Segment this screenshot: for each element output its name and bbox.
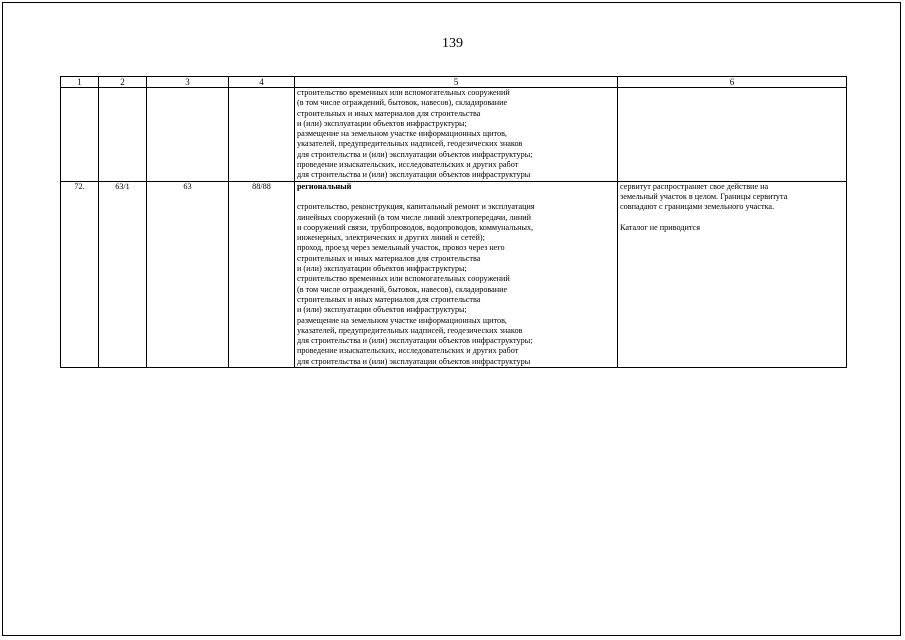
purpose-line: и сооружений связи, трубопроводов, водопроводов, коммунальных, xyxy=(297,222,534,232)
purpose-line: указателей, предупредительных надписей, геодезических знаков xyxy=(297,139,523,149)
notes-line: земельный участок в целом. Границы сервитута xyxy=(620,191,788,201)
purpose-line: для строительства и (или) эксплуатации объектов инфраструктуры; xyxy=(297,149,533,159)
purpose-line: проведение изыскательских, исследовательских и других работ xyxy=(297,346,519,356)
servitude-table xyxy=(60,76,847,368)
cell-number: 72. xyxy=(61,181,99,367)
header-row xyxy=(61,77,847,88)
purpose-line: размещение на земельном участке информационных щитов, xyxy=(297,129,507,139)
purpose-line: строительство временных или вспомогательных сооружений xyxy=(297,88,510,97)
purpose-line: и (или) эксплуатации объектов инфраструктуры; xyxy=(297,264,467,274)
purpose-line: строительных и иных материалов для строительства xyxy=(297,294,481,304)
cell-purpose xyxy=(295,181,618,367)
cell-notes xyxy=(618,181,847,367)
header-col-4: 4 xyxy=(229,77,295,88)
cell-col-2 xyxy=(99,88,147,182)
purpose-line: для строительства и (или) эксплуатации объектов инфраструктуры; xyxy=(297,336,533,346)
spacer xyxy=(297,192,615,202)
purpose-line: строительных и иных материалов для строительства xyxy=(297,108,481,118)
purpose-line: и (или) эксплуатации объектов инфраструктуры; xyxy=(297,118,467,128)
cell-col-3: 63 xyxy=(147,181,229,367)
cell-purpose xyxy=(295,88,618,182)
purpose-line: и (или) эксплуатации объектов инфраструктуры; xyxy=(297,305,467,315)
servitude-type-heading: региональный xyxy=(297,181,352,191)
purpose-line: проход, проезд через земельный участок, провоз через него xyxy=(297,243,505,253)
purpose-line: проведение изыскательских, исследовательских и других работ xyxy=(297,160,519,170)
table-row-continuation xyxy=(61,88,847,182)
header-col-2: 2 xyxy=(99,77,147,88)
cell-notes xyxy=(618,88,847,182)
purpose-line: линейных сооружений (в том числе линий электропередачи, линий xyxy=(297,212,532,222)
cell-number xyxy=(61,88,99,182)
table-row-72 xyxy=(61,181,847,367)
header-col-3: 3 xyxy=(147,77,229,88)
purpose-line: строительство временных или вспомогательных сооружений xyxy=(297,274,510,284)
notes-line: совпадают с границами земельного участка. xyxy=(620,202,775,212)
purpose-line: инженерных, электрических и других линий и сетей); xyxy=(297,233,485,243)
cell-col-3 xyxy=(147,88,229,182)
header-col-6: 6 xyxy=(618,77,847,88)
purpose-line: размещение на земельном участке информационных щитов, xyxy=(297,315,507,325)
cell-col-4: 88/88 xyxy=(229,181,295,367)
header-col-1: 1 xyxy=(61,77,99,88)
cell-col-4 xyxy=(229,88,295,182)
purpose-line: (в том числе ограждений, бытовок, навесов), складирование xyxy=(297,284,508,294)
page-number: 139 xyxy=(442,36,463,51)
purpose-line: указателей, предупредительных надписей, геодезических знаков xyxy=(297,325,523,335)
notes-line: сервитут распространяет свое действие на xyxy=(620,181,769,191)
catalog-note: Каталог не приводится xyxy=(620,222,700,232)
header-col-5: 5 xyxy=(295,77,618,88)
purpose-line: для строительства и (или) эксплуатации объектов инфраструктуры xyxy=(297,356,531,366)
purpose-line: строительных и иных материалов для строительства xyxy=(297,253,481,263)
purpose-line: (в том числе ограждений, бытовок, навесов), складирование xyxy=(297,98,508,108)
spacer xyxy=(620,213,844,223)
cell-col-2: 63/1 xyxy=(99,181,147,367)
purpose-line: строительство, реконструкция, капитальный ремонт и эксплуатация xyxy=(297,202,535,212)
purpose-line: для строительства и (или) эксплуатации объектов инфраструктуры xyxy=(297,170,531,180)
